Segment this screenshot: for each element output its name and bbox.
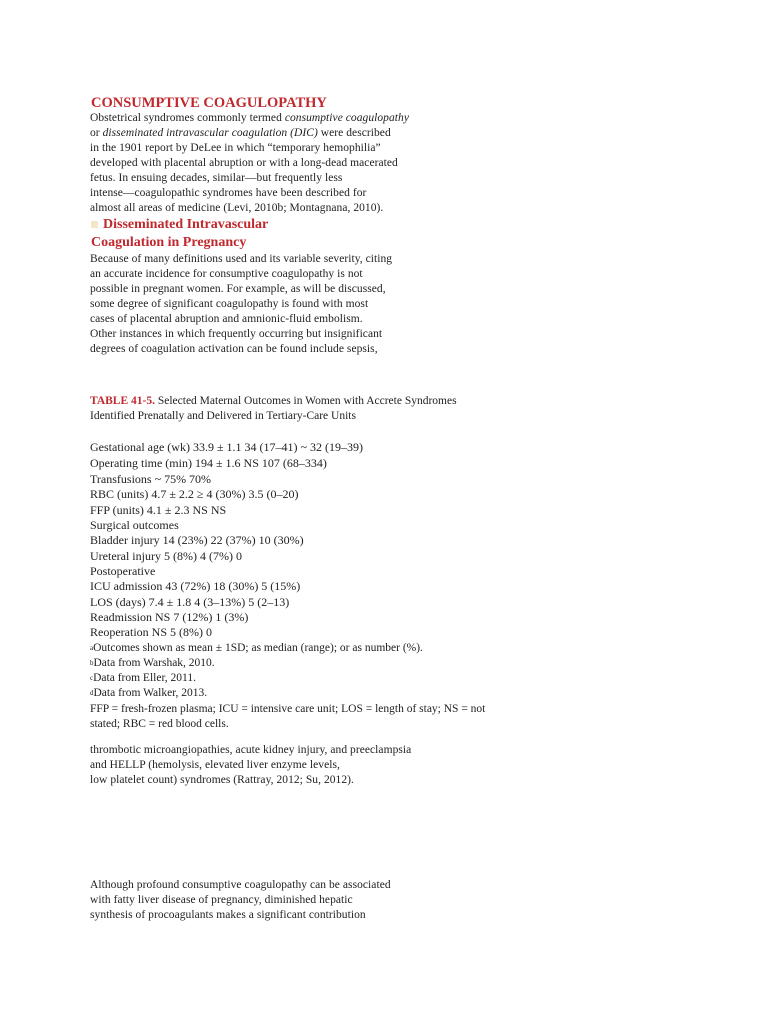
body-line: Although profound consumptive coagulopathy can be associated bbox=[90, 879, 391, 891]
body-line: with fatty liver disease of pregnancy, diminished hepatic bbox=[90, 894, 353, 906]
body-line: thrombotic microangiopathies, acute kidney injury, and preeclampsia bbox=[90, 744, 412, 756]
footnote: bData from Warshak, 2010. bbox=[90, 657, 215, 669]
intro-line: fetus. In ensuing decades, similar—but frequently less bbox=[90, 172, 343, 184]
table-row-group-heading: Postoperative bbox=[90, 564, 156, 578]
body-line: and HELLP (hemolysis, elevated liver enzyme levels, bbox=[90, 759, 340, 771]
table-row: Gestational age (wk) 33.9 ± 1.1 34 (17–41) ~ 32 (19–39) bbox=[90, 440, 364, 454]
intro-line: Obstetrical syndromes commonly termed consumptive coagulopathy bbox=[90, 112, 409, 124]
body-line: synthesis of procoagulants makes a significant contribution bbox=[90, 909, 366, 921]
intro-line: almost all areas of medicine (Levi, 2010b; Montagnana, 2010). bbox=[90, 202, 384, 214]
abbreviations-line: FFP = fresh-frozen plasma; ICU = intensive care unit; LOS = length of stay; NS = not bbox=[90, 703, 486, 715]
body-line: an accurate incidence for consumptive coagulopathy is not bbox=[90, 268, 363, 280]
table-row-group-heading: Surgical outcomes bbox=[90, 518, 179, 532]
body-line: low platelet count) syndromes (Rattray, 2012; Su, 2012). bbox=[90, 774, 354, 786]
table-row: FFP (units) 4.1 ± 2.3 NS NS bbox=[90, 503, 227, 517]
table-row: Transfusions ~ 75% 70% bbox=[90, 472, 212, 486]
body-line: degrees of coagulation activation can be found include sepsis, bbox=[90, 343, 378, 355]
body-line: Because of many definitions used and its variable severity, citing bbox=[90, 253, 393, 265]
body-line: some degree of significant coagulopathy is found with most bbox=[90, 298, 369, 310]
subsection-title-line1: Disseminated Intravascular bbox=[91, 216, 268, 234]
body-line: possible in pregnant women. For example, as will be discussed, bbox=[90, 283, 386, 295]
table-title-line2: Identified Prenatally and Delivered in Tertiary-Care Units bbox=[90, 410, 356, 422]
intro-line: in the 1901 report by DeLee in which “temporary hemophilia” bbox=[90, 142, 381, 154]
subsection-title-line2: Coagulation in Pregnancy bbox=[91, 235, 247, 250]
footnote: cData from Eller, 2011. bbox=[90, 672, 197, 684]
table-row: ICU admission 43 (72%) 18 (30%) 5 (15%) bbox=[90, 579, 301, 593]
bullet-marker-icon bbox=[91, 221, 98, 228]
table-row: Ureteral injury 5 (8%) 4 (7%) 0 bbox=[90, 549, 242, 563]
intro-line: or disseminated intravascular coagulation (DIC) were described bbox=[90, 127, 391, 139]
table-label: TABLE 41-5. bbox=[90, 395, 155, 407]
abbreviations-line: stated; RBC = red blood cells. bbox=[90, 718, 229, 730]
intro-line: developed with placental abruption or with a long-dead macerated bbox=[90, 157, 398, 169]
section-title: CONSUMPTIVE COAGULOPATHY bbox=[91, 95, 327, 111]
table-row: Readmission NS 7 (12%) 1 (3%) bbox=[90, 610, 249, 624]
body-line: cases of placental abruption and amnionic-fluid embolism. bbox=[90, 313, 363, 325]
table-row: Reoperation NS 5 (8%) 0 bbox=[90, 625, 212, 639]
body-line: Other instances in which frequently occurring but insignificant bbox=[90, 328, 383, 340]
table-row: RBC (units) 4.7 ± 2.2 ≥ 4 (30%) 3.5 (0–20) bbox=[90, 487, 299, 501]
intro-line: intense—coagulopathic syndromes have been described for bbox=[90, 187, 367, 199]
footnote: aOutcomes shown as mean ± 1SD; as median (range); or as number (%). bbox=[90, 642, 423, 654]
table-row: Bladder injury 14 (23%) 22 (37%) 10 (30%) bbox=[90, 533, 304, 547]
footnote: dData from Walker, 2013. bbox=[90, 687, 208, 699]
table-row: LOS (days) 7.4 ± 1.8 4 (3–13%) 5 (2–13) bbox=[90, 595, 290, 609]
table-title: TABLE 41-5. Selected Maternal Outcomes in Women with Accrete Syndromes bbox=[90, 395, 457, 407]
table-row: Operating time (min) 194 ± 1.6 NS 107 (68–334) bbox=[90, 456, 327, 470]
